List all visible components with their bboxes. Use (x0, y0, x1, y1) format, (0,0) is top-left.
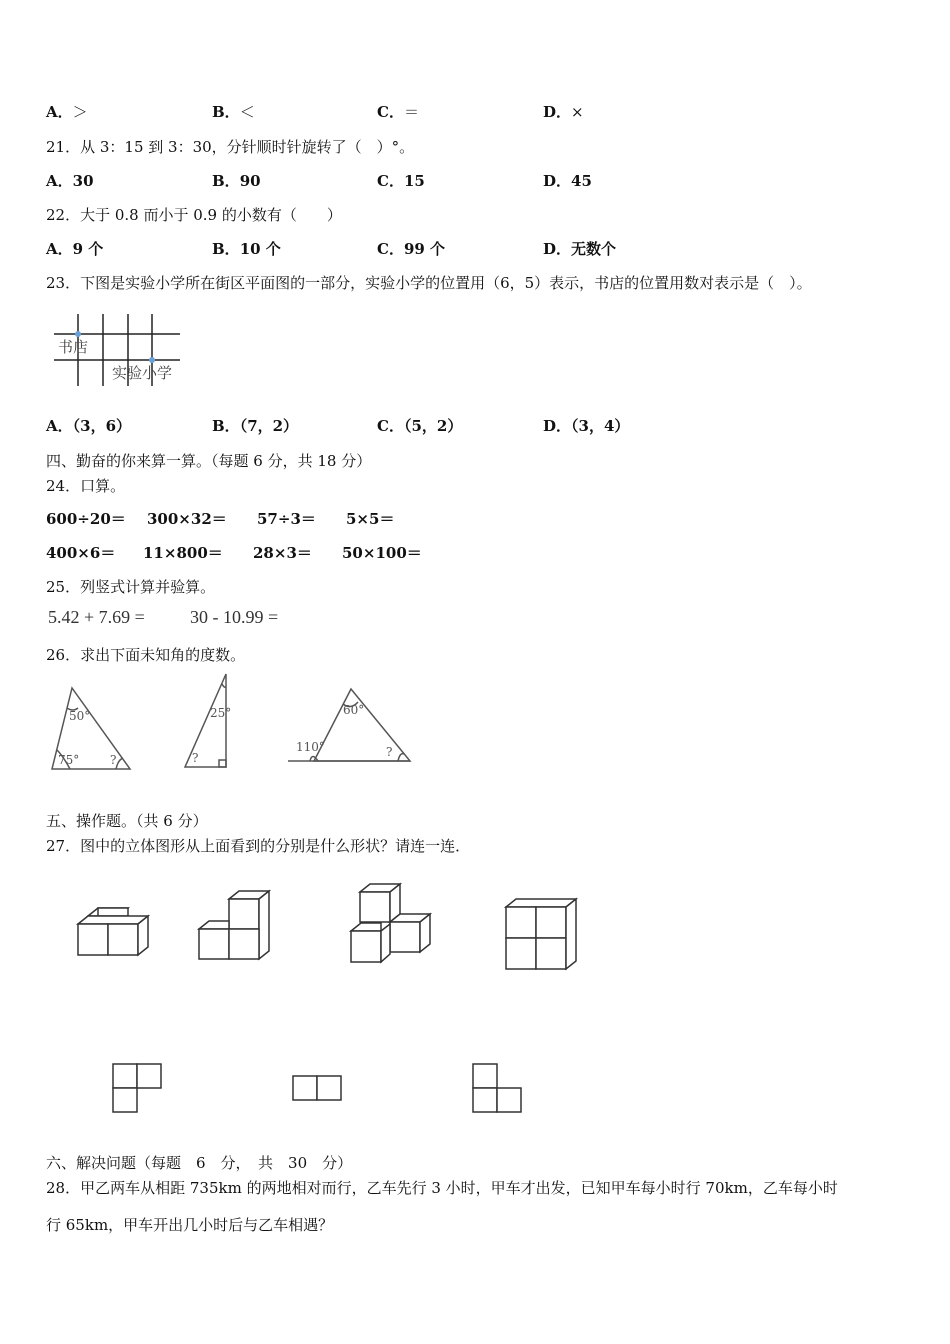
q23-option-a: A．（3，6） (46, 417, 132, 435)
q25-expression-1: 5.42 + 7.69 = (48, 607, 145, 627)
tri2-angle-q: ? (192, 751, 199, 765)
q22-option-d: D．无数个 (543, 240, 617, 258)
q23-option-c: C．（5，2） (377, 417, 463, 435)
solid-figures (60, 872, 600, 982)
school-marker (149, 357, 155, 363)
q27-title: 27．图中的立体图形从上面看到的分别是什么形状？请连一连． (46, 837, 471, 855)
top-view-2 (293, 1076, 341, 1100)
q28-line-2: 行 65km，甲车开出几小时后与乙车相遇？ (46, 1216, 334, 1234)
q22-question: 22．大于 0.8 而小于 0.9 的小数有（ ） (46, 206, 342, 224)
solid-figure-2 (199, 891, 269, 959)
section-4-title: 四、勤奋的你来算一算。（每题 6 分，共 18 分） (46, 452, 372, 470)
q21-question: 21．从 3：15 到 3：30，分针顺时针旋转了（ ）°。 (46, 138, 415, 156)
calc-item: 300×32＝ (147, 510, 227, 528)
calc-item: 400×6＝ (46, 544, 116, 562)
q23-option-b: B．（7，2） (212, 417, 299, 435)
q22-option-b: B．10 个 (212, 240, 281, 258)
triangle-1-right-arc (116, 758, 123, 769)
calc-item: 28×3＝ (253, 544, 312, 562)
calc-item: 11×800＝ (143, 544, 223, 562)
q23-question: 23．下图是实验小学所在街区平面图的一部分，实验小学的位置用（6，5）表示，书店的位置用数对表示是（ ）。 (46, 274, 812, 292)
calc-item: 600÷20＝ (46, 510, 126, 528)
tri1-angle-q: ? (110, 753, 117, 767)
top-view-3 (473, 1064, 521, 1112)
right-angle-mark (219, 760, 226, 767)
triangle-figures (40, 670, 420, 778)
q20-option-d: D．× (543, 103, 584, 121)
tri3-angle-q: ? (386, 745, 393, 759)
bookstore-label: 书店 (58, 338, 89, 356)
q23-option-d: D．（3，4） (543, 417, 630, 435)
q21-option-a: A．30 (46, 172, 94, 190)
solid-figure-4 (506, 899, 576, 969)
tri3-angle-a: 60° (343, 703, 365, 717)
q24-title: 24．口算。 (46, 477, 126, 495)
q21-option-b: B．90 (212, 172, 261, 190)
q25-expression-2: 30 - 10.99 = (190, 607, 279, 627)
calc-item: 5×5＝ (346, 510, 395, 528)
tri3-angle-b: 110° (296, 740, 325, 754)
q26-title: 26．求出下面未知角的度数。 (46, 646, 246, 664)
tri2-angle-a: 25° (210, 706, 232, 720)
q25-title: 25．列竖式计算并验算。 (46, 578, 216, 596)
top-view-1 (113, 1064, 161, 1112)
triangle-3-right-arc (398, 754, 404, 761)
bookstore-marker (75, 331, 81, 337)
solid-figure-3 (351, 884, 430, 962)
solid-figure-1 (78, 908, 148, 955)
calc-item: 50×100＝ (342, 544, 422, 562)
q21-option-d: D．45 (543, 172, 592, 190)
street-map-grid (46, 310, 196, 392)
triangle-3 (314, 689, 410, 761)
tri1-angle-b: 75° (58, 753, 80, 767)
section-6-title: 六、解决问题（每题 6 分， 共 30 分） (46, 1154, 353, 1172)
q21-option-c: C．15 (377, 172, 425, 190)
calc-item: 57÷3＝ (257, 510, 316, 528)
q22-option-a: A．9 个 (46, 240, 104, 258)
section-5-title: 五、操作题。（共 6 分） (46, 812, 208, 830)
q22-option-c: C．99 个 (377, 240, 446, 258)
school-label: 实验小学 (112, 364, 173, 382)
q28-line-1: 28．甲乙两车从相距 735km 的两地相对而行，乙车先行 3 小时，甲车才出发，已知甲车每小时行 70km，乙车每小时 (46, 1179, 838, 1197)
q20-option-a: A．＞ (46, 103, 88, 121)
q20-option-b: B．＜ (212, 103, 255, 121)
tri1-angle-a: 50° (69, 709, 91, 723)
q20-option-c: C．＝ (377, 103, 419, 121)
top-view-shapes (100, 1060, 540, 1116)
